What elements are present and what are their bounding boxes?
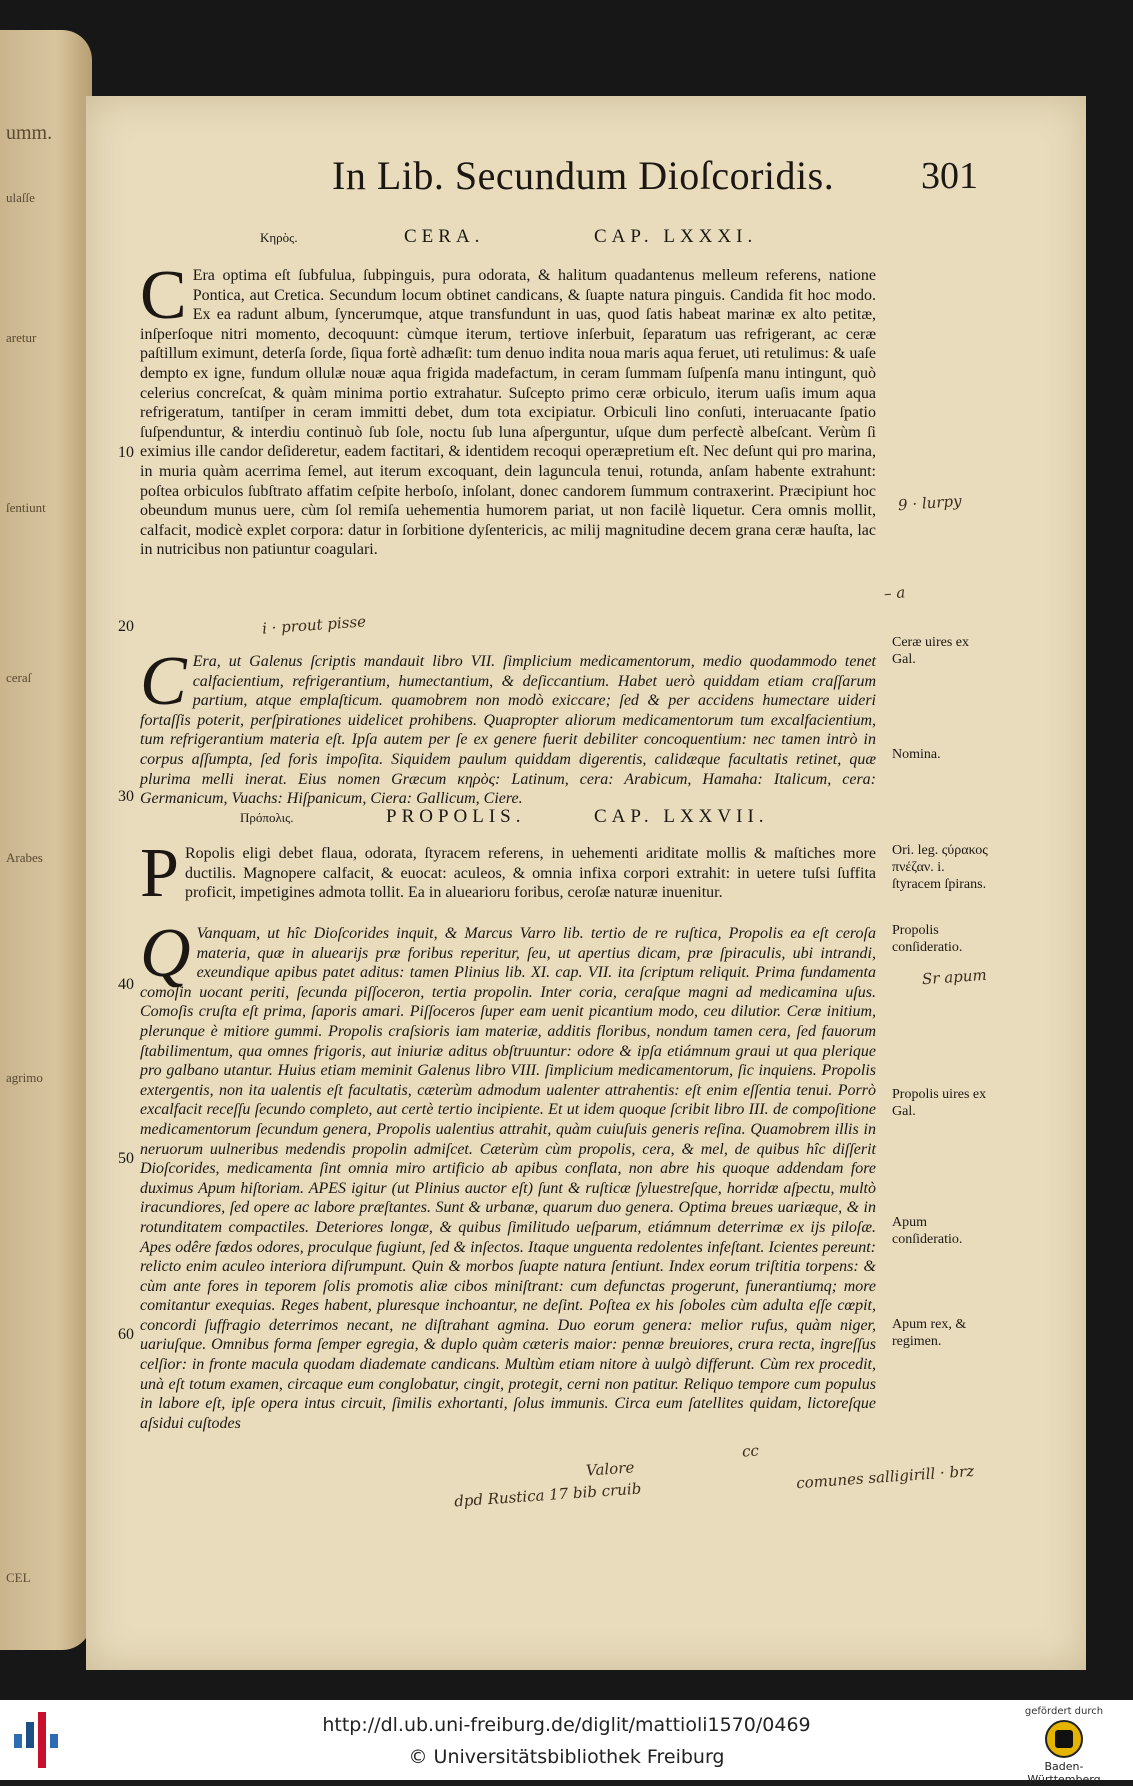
left-page-fragment: ceraſ xyxy=(6,670,32,685)
left-page-fragment: agrimo xyxy=(6,1070,43,1085)
handwritten-annotation: i · prout pisse xyxy=(261,612,367,638)
handwritten-annotation: cc xyxy=(741,1441,760,1461)
marginal-note-apum-rex: Apum rex, & regimen. xyxy=(892,1317,967,1349)
handwritten-annotation: dpd Rustica 17 bib cruib xyxy=(453,1479,642,1511)
left-page-fragment: ulaſſe xyxy=(6,190,35,205)
handwritten-annotation: 9 · lurpy xyxy=(897,491,963,515)
copyright-notice: © Universitätsbibliothek Freiburg xyxy=(408,1746,725,1768)
book-page xyxy=(86,96,1086,1670)
handwritten-annotation: – a xyxy=(883,583,906,603)
page-title: In Lib. Secundum Dioſcoridis. xyxy=(332,153,835,198)
chapter-heading-cera: CERA. xyxy=(404,226,485,247)
funder-state-name: Baden-Württemberg xyxy=(1027,1760,1101,1786)
greek-term-cera: Κηρὸς. xyxy=(260,230,298,245)
chapter-heading-propolis: PROPOLIS. xyxy=(386,806,526,827)
marginal-note-cera-uires: Ceræ uires ex Gal. xyxy=(892,635,969,667)
line-number: 20 xyxy=(118,618,134,635)
marginal-note-propolis-uires: Propolis uires ex Gal. xyxy=(892,1087,987,1119)
chapter-text-cera xyxy=(140,257,876,628)
dropcap: Q xyxy=(140,915,191,992)
left-page-fragment: CEL xyxy=(6,1570,31,1585)
handwritten-annotation: Valore xyxy=(585,1458,635,1480)
page-number: 301 xyxy=(921,155,978,197)
greek-term-propolis: Πρόπολις. xyxy=(240,810,294,825)
running-head xyxy=(246,152,978,206)
commentary-cera-body: Era, ut Galenus ſcriptis mandauit libro VII. ſimplicium medicamentorum, medio quodammodo tenet calfacientium, refrigerantium, humectantium, & deſiccantium. Habet uerò quiddam etiam craſſarum partium, atque emplaſticum. quamobrem non modò exiccare; ſed & per accidens humectare uideri fortaſſis poterit, perſpirationes uidelicet prohibens. Quapropter aliorum medicamentorum tum excalfacientium, tum refrigerantium materia eſt. Ipſa autem per ſe ex genere fuerit debiliter concoquentium: nec tamen intrò in corpus aſſumpta, ſed foris impoſita. Siquidem paulum quiddam digerentis, calidæque facultatis retinet, quæ plurima melli inerat. Eius nomen Græcum κηρὸς: Latinum, cera: Arabicum, Hamaha: Italicum, cera: Germanicum, Vuachs: Hiſpanicum, Ciera: Gallicum, Ciere. xyxy=(140,653,876,808)
line-number: 30 xyxy=(118,788,134,805)
commentary-cera xyxy=(140,643,876,808)
line-number: 50 xyxy=(118,1150,134,1167)
chapter-text-propolis xyxy=(140,835,876,912)
line-number: 10 xyxy=(118,444,134,461)
left-page-fragment: Arabes xyxy=(6,850,43,865)
dropcap: C xyxy=(140,257,187,334)
marginal-note-ori-leg: Ori. leg. ςύρακος πνέζαν. i. ſtyracem ſpirans. xyxy=(892,843,988,892)
line-number: 40 xyxy=(118,976,134,993)
marginal-note-propolis-consideratio: Propolis conſideratio. xyxy=(892,923,963,955)
dropcap: P xyxy=(140,835,179,912)
page-url[interactable]: http://dl.ub.uni-freiburg.de/diglit/mattioli1570/0469 xyxy=(322,1714,811,1736)
viewer-footer xyxy=(0,1700,1133,1786)
dropcap: C xyxy=(140,643,187,720)
chapter-text-cera-body: Era optima eſt ſubfulua, ſubpinguis, pura odorata, & halitum quadantenus melleum referens, natione Pontica, aut Cretica. Secundum locum obtinet candicans, & ſuapte natura pinguis. Candida fit hoc modo. Ex ea radunt album, ſyncerumque, atque transfundunt in uas, quod ſatis habeat marinæ ex alto petitæ, inſperſoque nitri momento, decoquunt: cùmque iterum, tertiove inſerbuit, ſeparatum uas refrigerant, ac ceræ paſtillum eximunt, deterſa ſorde, ſiqua fortè adhæſit: tum denuo indita noua maris aqua feruet, uti retulimus: & uaſe dempto ex igne, fundum ollulæ nouæ aqua frigida madefactum, in ceram ſummam ſuſpenſa manu intingunt, quò celerius concreſcat, & quàm minima portio extrahatur. Suſcepto primo ceræ orbiculo, iterum uaſis imum aqua refrigeratum, tantiſper in ceram immitti debet, dum tota excipiatur. Orbiculi lino conſuti, interuacante ſpatio ſuſpenduntur, & interdiu continuò ſub ſole, noctu ſub luna aſperguntur, uſque dum perfectè albeſcant. Verùm ſi eximius ille candor deſideretur, eadem factitari, & identidem recoqui operæpretium eſt. Nec deſunt qui pro marina, in muria quàm acerrima ſemel, aut iterum excoquant, dein laguncula tenui, rotunda, anſam habente extrahunt: poſtea orbiculos ſubſtrato affatim ceſpite herboſo, inſolant, donec candorem ſummum contraxerint. Præcipiunt hoc obeundum munus uere, cùm ſol remiſa uehementia humorem pariat, ut non facilè liquetur. Cera omnis mollit, calfacit, modicè explet corpora: datur in ſorbitione dyſentericis, ac milij magnitudine decem grana ceræ hauſta, lac in nutricibus non patiuntur coagulari. xyxy=(140,267,876,559)
commentary-propolis-body: Vanquam, ut hîc Dioſcorides inquit, & Marcus Varro lib. tertio de re ruſtica, Propolis ea eſt ceroſa materia, quæ in aluearijs præ foribus reperitur, ſeu, ut apertius dicam, præ ſpiraculis, ubi intrandi, exeundique apibus patet aditus: tamen Plinius lib. XI. cap. VII. ita ſcriptum reliquit. Prima fundamenta comoſin uocant periti, ſecunda piſſoceron, tertia propolin. Inter coria, ceraſque magni ad medicamina uſus. Comoſis cruſta eſt prima, ſaporis amari. Piſſoceros ſuper eam uenit picantium modo, ceu dilutior. Ceræ initium, plerunque è mitiore gummi. Propolis craſsioris iam materiæ, additis floribus, nondum tamen cera, ſed fauorum ſtabilimentum, qua omnes frigoris, aut iniuriæ aditus obſtruuntur: odore & ipſa etiámnum graui ut qua plerique pro galbano utantur. Huius etiam meminit Galenus libro VIII. ſimplicium medicamentorum, ſic inquiens. Propolis extergentis, non ita ualentis eſt facultatis, cæterùm admodum ualenter attrahentis: eſt enim eſſentia tenui. Porrò excalfacit receſſu ſecundo completo, aut certè tertio incipiente. Et ut idem quoque ſcribit libro III. de compoſitione medicamentorum ſecundum genera, Propolis ualentius attrahit, quàm cuiuſuis generis reſina. Quamobrem illis in neruorum uulneribus medendis propolin admiſcet. Cæterùm cùm propolis, cera, & mel, de quibus hîc diſſerit Dioſcorides, medicamenta ſint omnia miro artificio ab apibus conflata, non abre his quoque addendam fore duximus Apum hiſtoriam. APES igitur (ut Plinius auctor eſt) ſunt & ruſticæ ſyluestreſque, horridæ aſpectu, multò iracundiores, ſed opere ac labore præſtantes. Sunt & urbanæ, quarum duo genera. Optima breues uariæque, & in rotunditatem compactiles. Deteriores longæ, & quibus ſimilitudo ueſparum, etiámnum deterrimæ ex ijs piloſæ. Apes odêre fœdos odores, proculque fugiunt, ſed & inſectos. Itaque unguenta redolentes infeſtant. Icientes pereunt: relicto enim aculeo interiora diſrumpunt. Quin & morbos ſuapte natura ſentiunt. Index eorum triſtitia torpens: & cùm ante fores in teporem ſolis promotis aliæ cibos miniſtrant: cum defunctas progerunt, funerantiumq; more comitantur exequias. Reges habent, pluresque inchoantur, ne deſint. Poſtea ex his ſoboles cùm adulta eſſe cœpit, concordi ſuffragio deterrimos necant, ne diſtrahant agmina. Duo eorum genera: melior rufus, quàm niger, uariuſque. Omnibus forma ſemper egregia, & duplo quàm cæteris maior: pennæ breuiores, crura recta, ingreſſus celſior: in fronte macula quodam diademate candicans. Multùm etiam nitore à uulgò differunt. Cùm rex procedit, unà eſt totum examen, circaque eum conglobatur, cingit, protegit, cerni non patitur. Reliquo tempore cum populus in labore eſt, ipſe opera intus circuit, ſimilis exhortanti, ſolus immunis. Circa eum ſatellites quidam, lictoreſque aſsidui cuſtodes xyxy=(140,925,876,1432)
chapter-text-propolis-body: Ropolis eligi debet flaua, odorata, ſtyracem referens, in uehementi ariditate mollis & maſtiches more ductilis. Magnopere calfacit, & euocat: aculeos, & omnia infixa corpori extrahit: in uetere tuſsi ſuffita proficit, impetigines admota tollit. Ea in aluearioru foribus, ceroſæ naturæ inuenitur. xyxy=(184,845,876,902)
chapter-number-propolis: CAP. LXXVII. xyxy=(594,806,769,827)
handwritten-annotation: comunes salligirill · brz xyxy=(795,1461,975,1493)
handwritten-annotation: Sr apum xyxy=(921,965,988,989)
commentary-propolis xyxy=(140,915,876,1432)
left-page-fragment: umm. xyxy=(6,122,53,144)
left-page-edge xyxy=(0,30,92,1650)
state-crest-icon xyxy=(1045,1720,1083,1758)
funder-block xyxy=(1009,1706,1119,1786)
chapter-number-cera: CAP. LXXXI. xyxy=(594,226,758,247)
funded-by-label: gefördert durch xyxy=(1024,1706,1104,1717)
left-page-fragment: ſentiunt xyxy=(6,500,46,515)
line-number: 60 xyxy=(118,1326,134,1343)
marginal-note-nomina: Nomina. xyxy=(892,747,941,762)
left-page-fragment: aretur xyxy=(6,330,37,345)
marginal-note-apum-consideratio: Apum conſideratio. xyxy=(892,1215,963,1247)
